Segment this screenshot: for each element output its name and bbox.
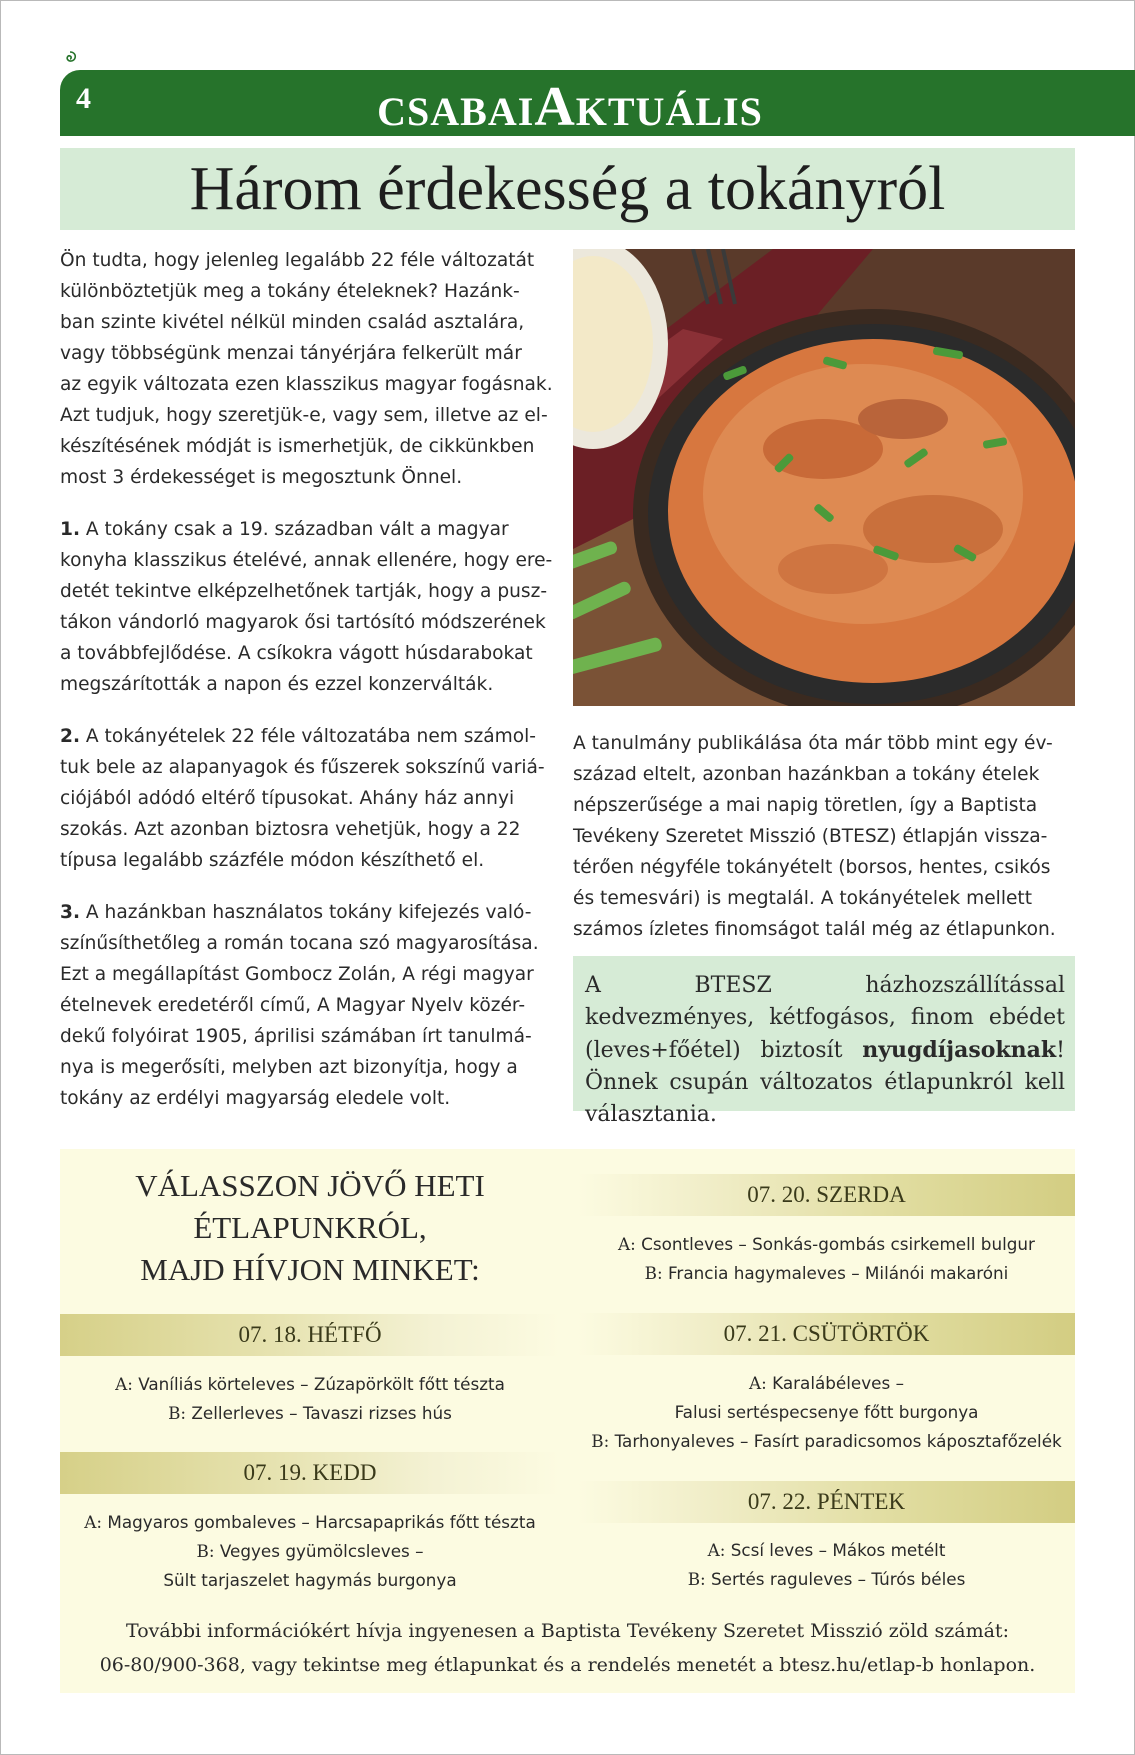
dish-line [570, 1398, 1083, 1427]
dish-line [578, 1230, 1075, 1259]
promo-text-bold: nyugdíjasoknak [862, 1037, 1057, 1063]
masthead-part1: CSABAI [377, 89, 535, 134]
dishes-thursday [570, 1369, 1083, 1456]
dish-line [578, 1259, 1075, 1288]
dish-text: Sertés raguleves – Túrós béles [705, 1569, 966, 1589]
dish-line [60, 1537, 560, 1566]
tokany-photo [573, 249, 1075, 706]
dish-text: Vegyes gyümölcsleves – [214, 1541, 424, 1561]
point-text: A tokány csak a 19. században vált a magyar konyha klasszikus ételévé, annak ellenére, hogy ere- detét tekintve elképzelhetőnek tartják, hogy a pusz- tákon vándorló magyarok ősi tartósító módszerének a továbbfejlődése. A csíkokra vágott húsdarabokat megszárították a napon és ezzel konzerválták. [60, 519, 553, 695]
dishes-tuesday [60, 1508, 560, 1595]
dish-line [60, 1370, 560, 1399]
point-number: 1. [60, 519, 81, 540]
dish-prefix: B: [644, 1263, 663, 1283]
dish-text: Magyaros gombaleves – Harcsapaprikás főtt tészta [102, 1512, 536, 1532]
dish-text: Zellerleves – Tavaszi rizses hús [186, 1403, 452, 1423]
dish-prefix: A: [749, 1373, 767, 1393]
masthead [340, 78, 800, 141]
dish-line [60, 1399, 560, 1428]
masthead-cap: A [534, 76, 576, 138]
left-column [60, 245, 560, 1135]
day-bar-friday: 07. 22. PÉNTEK [578, 1481, 1075, 1523]
footer-line-2: 06-80/900-368, vagy tekintse meg étlapunkat és a rendelés menetét a btesz.hu/etlap-b honlapon. [99, 1654, 1036, 1676]
dish-prefix: B: [196, 1541, 215, 1561]
dish-text: Karalábéleves – [766, 1373, 904, 1393]
dish-line [60, 1566, 560, 1595]
menu-heading: VÁLASSZON JÖVŐ HETI ÉTLAPUNKRÓL, MAJD HÍVJON MINKET: [135, 1168, 485, 1287]
dish-line [570, 1427, 1083, 1456]
point-2 [60, 721, 560, 876]
footer-info [60, 1614, 1075, 1682]
dish-text: Falusi sertéspecsenye főtt burgonya [674, 1402, 979, 1422]
right-paragraph: A tanulmány publikálása óta már több mint egy év- század eltelt, azonban hazánkban a tokány ételek népszerűsége a mai napig töretlen, így a Baptista Tevékeny Szeretet Misszió (BTESZ) étlapján vissza- térően négyféle tokányételt (borsos, hentes, csikós és temesvári) is megtalál. A tokányételek mellett számos ízletes finomságot talál még az étlapunkon. [573, 733, 1056, 940]
promo-text [585, 970, 1065, 1131]
promo-text-after: ! Önnek csupán változatos étlapunkról kell választania. [585, 1038, 1065, 1127]
dish-prefix: A: [618, 1234, 636, 1254]
dish-line [578, 1565, 1075, 1594]
dish-prefix: B: [168, 1403, 187, 1423]
dishes-wednesday [578, 1230, 1075, 1288]
day-bar-wednesday: 07. 20. SZERDA [578, 1174, 1075, 1216]
dish-prefix: A: [84, 1512, 103, 1532]
day-bar-thursday: 07. 21. CSÜTÖRTÖK [578, 1313, 1075, 1355]
dish-prefix: A: [115, 1374, 133, 1394]
article-title: Három érdekesség a tokányról [189, 155, 946, 223]
dish-line [570, 1369, 1083, 1398]
dish-line [578, 1536, 1075, 1565]
page-number: 4 [76, 82, 91, 115]
dish-text: Vaníliás körteleves – Zúzapörkölt főtt tészta [132, 1374, 505, 1394]
day-bar-tuesday: 07. 19. KEDD [60, 1452, 560, 1494]
swirl-logo-icon [62, 50, 78, 66]
intro-paragraph: Ön tudta, hogy jelenleg legalább 22 féle változatát különböztetjük meg a tokány ételeknek? Hazánk- ban szinte kivétel nélkül minden család asztalára, vagy többségünk menzai tányérjára felkerült már az egyik változata ezen klasszikus magyar fogásnak. Azt tudjuk, hogy szeretjük-e, vagy sem, illetve az el- készítésének módját is ismerhetjük, de cikkünkben most 3 érdekességet is megosztunk Önnel. [60, 250, 553, 488]
dish-prefix: A: [707, 1540, 726, 1560]
point-1 [60, 514, 560, 700]
point-text: A tokányételek 22 féle változatába nem számol- tuk bele az alapanyagok és fűszerek sokszínű variá- ciójából adódó eltérő típusokat. Ahány ház annyi szokás. Azt azonban biztosra vehetjük, hogy a 22 típusa legalább százféle módon készíthető el. [60, 726, 545, 871]
point-3 [60, 897, 560, 1114]
point-text: A hazánkban használatos tokány kifejezés való- színűsíthetőleg a román tocana szó magyarosítása. Ezt a megállapítást Gombocz Zolán, A régi magyar ételnevek eredetéről című, A Magyar Nyelv közér- dekű folyóirat 1905, áprilisi számában írt tanulmá- nya is megerősíti, melyben azt bizonyítja, hogy a tokány az erdélyi magyarság eledele volt. [60, 902, 539, 1109]
masthead-part2: KTUÁLIS [575, 89, 763, 134]
promo-text-before: A BTESZ házhozszállítással kedvezményes, kétfogásos, finom ebédet (leves+főétel) biztosít [585, 973, 1065, 1063]
dish-text: Tarhonyaleves – Fasírt paradicsomos káposztafőzelék [609, 1431, 1062, 1451]
point-number: 2. [60, 726, 81, 747]
dish-prefix: B: [591, 1431, 610, 1451]
day-bar-monday: 07. 18. HÉTFŐ [60, 1314, 560, 1356]
point-number: 3. [60, 902, 81, 923]
footer-line-1: További információkért hívja ingyenesen a Baptista Tevékeny Szeretet Misszió zöld számát: [126, 1620, 1009, 1642]
right-column [573, 728, 1075, 966]
dishes-friday [578, 1536, 1075, 1594]
dish-text: Francia hagymaleves – Milánói makaróni [662, 1263, 1009, 1283]
dish-text: Scsí leves – Mákos metélt [725, 1540, 946, 1560]
dish-text: Csontleves – Sonkás-gombás csirkemell bulgur [635, 1234, 1035, 1254]
dishes-monday [60, 1370, 560, 1428]
dish-prefix: B: [687, 1569, 706, 1589]
dish-text: Sült tarjaszelet hagymás burgonya [163, 1570, 457, 1590]
dish-line [60, 1508, 560, 1537]
